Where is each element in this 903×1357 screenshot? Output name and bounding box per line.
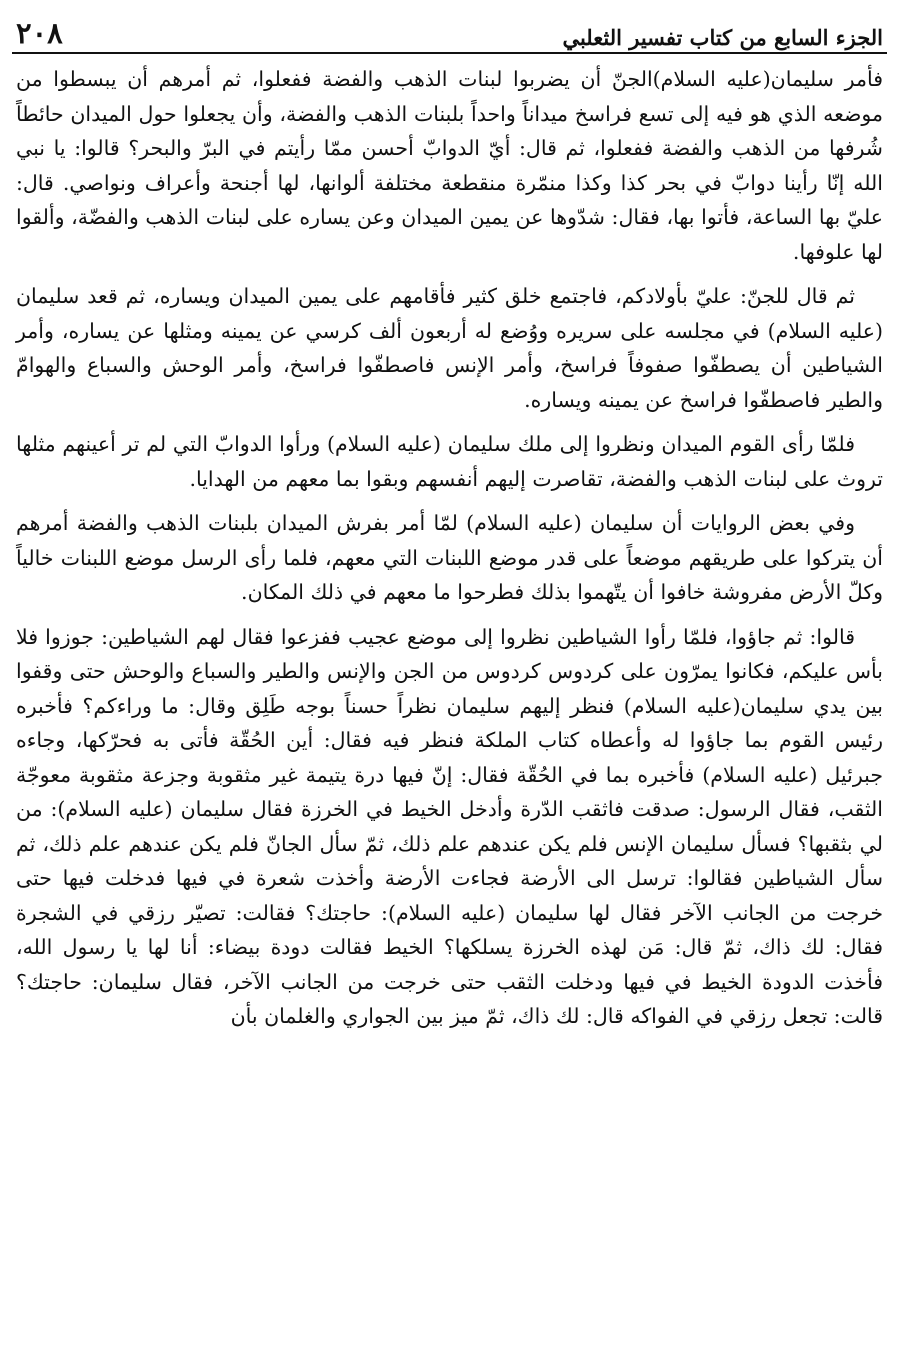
paragraph: ثم قال للجنّ: عليّ بأولادكم، فاجتمع خلق كثير فأقامهم على يمين الميدان ويساره، ثم قعد سليمان (عليه السلام) في مجلسه على سريره ووُضع له أربعون ألف كرسي عن يمينه ومثلها عن يساره، وأمر الشياطين أن يصطفّوا صفوفاً فراسخ، وأمر الإنس فاصطفّوا فراسخ، وأمر الوحش والسباع والهوامّ والطير فاصطفّوا فراسخ عن يمينه ويساره.: [16, 284, 883, 412]
page-number: ٢٠٨: [16, 16, 63, 50]
paragraph: وفي بعض الروايات أن سليمان (عليه السلام) لمّا أمر بفرش الميدان بلبنات الذهب والفضة أمرهم أن يتركوا على طريقهم موضعاً على قدر موضع اللبنات التي معهم، فلما رأى الرسل موضع اللبنات خالياً وكلّ الأرض مفروشة خافوا أن يتّهموا بذلك فطرحوا ما معهم في ذلك المكان.: [16, 511, 883, 604]
running-title: الجزء السابع من كتاب تفسير الثعلبي: [562, 25, 883, 50]
page-header: [12, 14, 887, 54]
body-text: [12, 62, 887, 1034]
paragraph: فلمّا رأى القوم الميدان ونظروا إلى ملك سليمان (عليه السلام) ورأوا الدوابّ التي لم تر أعينهم مثلها تروث على لبنات الذهب والفضة، تقاصرت إليهم أنفسهم وبقوا بما معهم من الهدايا.: [16, 432, 883, 491]
book-page: [12, 14, 887, 1344]
paragraph: فأمر سليمان(عليه السلام)الجنّ أن يضربوا لبنات الذهب والفضة ففعلوا، ثم أمرهم أن يبسطوا من موضعه الذي هو فيه إلى تسع فراسخ ميداناً واحداً بلبنات الذهب والفضة، وأن يجعلوا حول الميدان حائطاً شُرفها من الذهب والفضة ففعلوا، ثم قال: أيّ الدوابّ أحسن ممّا رأيتم في البرّ والبحر؟ قالوا: يا نبي الله إنّا رأينا دوابّ في بحر كذا وكذا منمّرة منقطعة مختلفة ألوانها، لها أجنحة وأعراف ونواصي. قال: عليّ بها الساعة، فأتوا بها، فقال: شدّوها عن يمين الميدان وعن يساره على لبنات الذهب والفضّة، وألقوا لها علوفها.: [16, 67, 884, 264]
paragraph: قالوا: ثم جاؤوا، فلمّا رأوا الشياطين نظروا إلى موضع عجيب ففزعوا فقال لهم الشياطين: جوزوا فلا بأس عليكم، فكانوا يمرّون على كردوس كردوس من الجن والإنس والطير والسباع والوحش حتى وقفوا بين يدي سليمان(عليه السلام) فنظر إليهم سليمان نظراً حسناً بوجه طَلِق وقال: ما وراءكم؟ فأخبره رئيس القوم بما جاؤوا له وأعطاه كتاب الملكة فنظر فيه فقال: أين الحُقّة فأتى به فحرّكها، وجاءه جبرئيل (عليه السلام) فأخبره بما في الحُقّة فقال: إنّ فيها درة يتيمة غير مثقوبة وجزعة مثقوبة معوجّة الثقب، فقال الرسول: صدقت فاثقب الدّرة وأدخل الخيط في الخرزة فقال سليمان (عليه السلام): من لي بثقبها؟ فسأل سليمان الإنس فلم يكن عندهم علم ذلك، ثمّ سأل الجانّ فلم يكن عندهم علم ذلك، ثم سأل الشياطين فقالوا: ترسل الى الأرضة فجاءت الأرضة وأخذت شعرة في فيها فدخلت فيها حتى خرجت من الجانب الآخر فقال لها سليمان (عليه السلام): حاجتك؟ فقالت: تصيّر رزقي في الشجرة فقال: لك ذاك، ثمّ قال: مَن لهذه الخرزة يسلكها؟ الخيط فقالت دودة بيضاء: أنا لها يا رسول الله، فأخذت الدودة الخيط في فيها ودخلت الثقب حتى خرجت من الجانب الآخر، فقال سليمان: حاجتك؟ قالت: تجعل رزقي في الفواكه قال: لك ذاك، ثمّ ميز بين الجواري والغلمان بأن: [16, 624, 883, 1028]
